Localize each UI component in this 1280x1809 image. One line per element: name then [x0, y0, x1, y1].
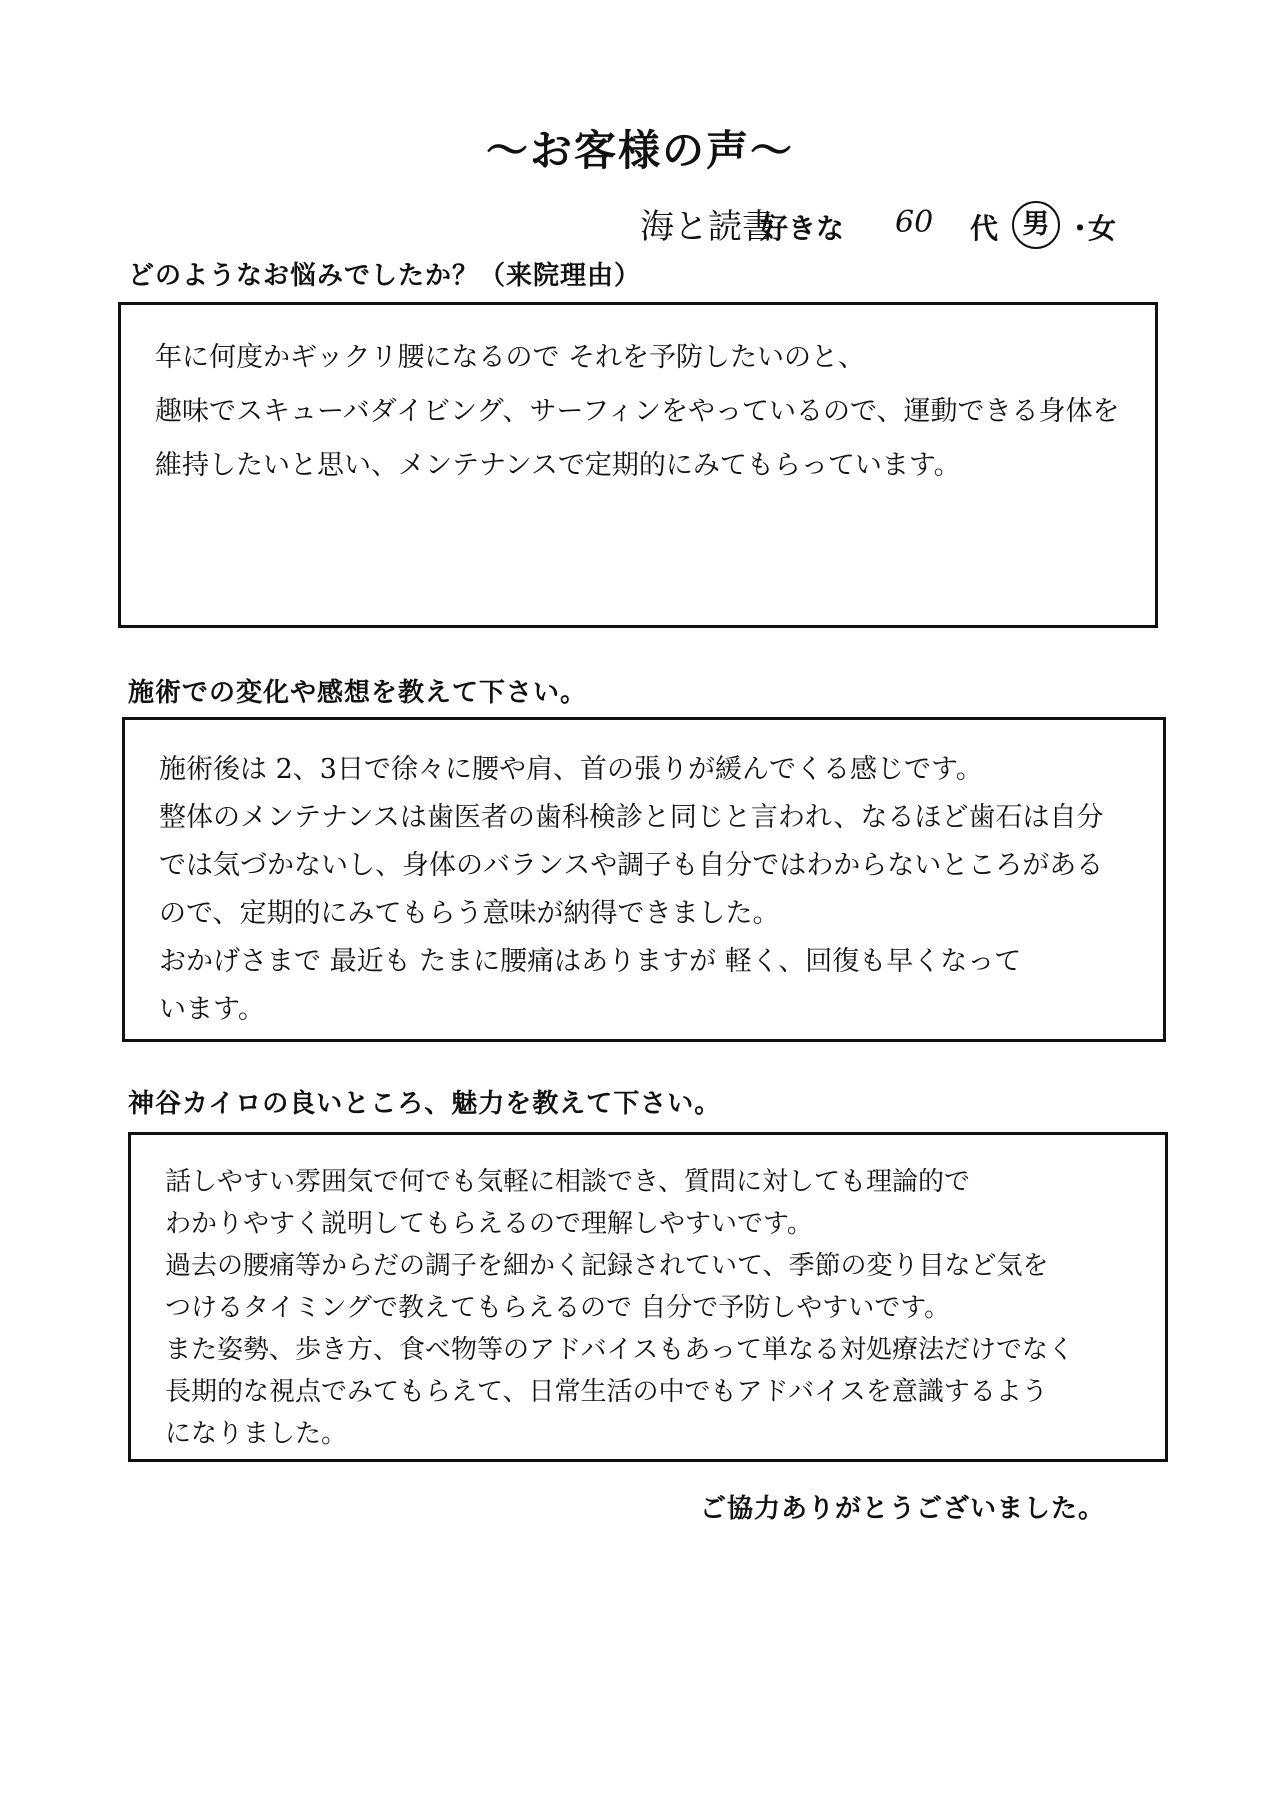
age-value: 60	[895, 205, 934, 240]
hobby-suffix: 好きな	[760, 212, 845, 245]
question-2-heading: 施術での変化や感想を教えて下さい。	[128, 678, 588, 708]
question-3-heading: 神谷カイロの良いところ、魅力を教えて下さい。	[128, 1089, 722, 1119]
respondent-profile	[640, 205, 1180, 255]
answer-3-text: 話しやすい雰囲気で何でも気軽に相談でき、質問に対しても理論的で わかりやすく説明してもらえるので理解しやすいです。 過去の腰痛等からだの調子を細かく記録されていて、季節の変り目など気を つけるタイミングで教えてもらえるので 自分で予防しやすいです。 また姿勢、歩き方、食べ物等のアドバイスもあって単なる対処療法だけでなく 長期的な視点でみてもらえて、日常生活の中でもアドバイスを意識するよう になりました。	[165, 1167, 1074, 1449]
hobby-value: 海と読書	[640, 207, 776, 247]
gender-separator: ・	[1066, 212, 1095, 245]
question-1-heading: どのようなお悩みでしたか？（来院理由）	[128, 261, 642, 291]
answer-1-box	[118, 302, 1158, 628]
age-suffix: 代	[970, 212, 999, 245]
closing-thanks: ご協力ありがとうございました。	[700, 1494, 1106, 1524]
answer-2-text: 施術後は 2、3日で徐々に腰や肩、首の張りが緩んでくる感じです。 整体のメンテナンスは歯医者の歯科検診と同じと言われ、なるほど歯石は自分 では気づかないし、身体のバランスや調子も自分ではわからないところがある ので、定期的にみてもらう意味が納得できました。 おかげさまで 最近も たまに腰痛はありますが 軽く、回復も早くなって います。	[159, 754, 1104, 1025]
answer-2-box	[122, 717, 1166, 1042]
answer-1-text: 年に何度かギックリ腰になるので それを予防したいのと、 趣味でスキューバダイビング、サーフィンをやっているので、運動できる身体を 維持したいと思い、メンテナンスで定期的にみてもらっています。	[155, 342, 1120, 481]
page-title: 〜お客様の声〜	[485, 126, 794, 175]
gender-male-circled: 男	[1012, 201, 1060, 249]
gender-female: 女	[1088, 212, 1117, 245]
answer-3-box	[128, 1132, 1168, 1462]
